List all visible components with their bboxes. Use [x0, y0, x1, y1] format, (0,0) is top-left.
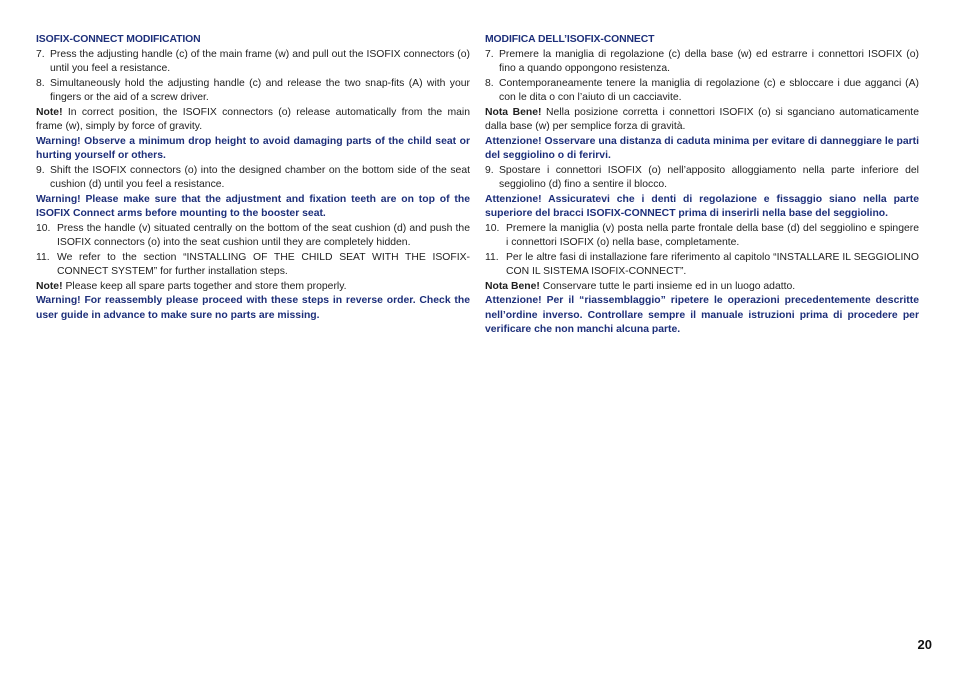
step-number: 8.: [36, 77, 45, 89]
warning-paragraph: Warning! For reassembly please proceed with these steps in reverse order. Check the user guide in advance to make sure no parts are missing.: [36, 295, 470, 321]
step-9: [485, 164, 919, 193]
step-8: [485, 77, 919, 106]
step-number: 11.: [36, 251, 50, 263]
warning-paragraph: Attenzione! Per il “riassemblaggio” ripetere le operazioni precedentemente descritte nell’ordine inverso. Controllare sempre il manuale istruzioni prima di procedere per verificare che non manchi alcuna parte.: [485, 295, 919, 335]
section-heading: ISOFIX-CONNECT MODIFICATION: [36, 34, 201, 45]
step-text: Press the adjusting handle (c) of the main frame (w) and pull out the ISOFIX connectors (o) until you feel a resistance.: [50, 48, 470, 74]
step-number: 7.: [485, 48, 494, 60]
step-text: We refer to the section “INSTALLING OF THE CHILD SEAT WITH THE ISOFIX-CONNECT SYSTEM” for further installation steps.: [57, 251, 470, 277]
note-text: Nella posizione corretta i connettori ISOFIX (o) si sganciano automaticamente dalla base (w) per semplice forza di gravità.: [485, 106, 919, 132]
warning-paragraph: Attenzione! Assicuratevi che i denti di regolazione e fissaggio siano nella parte superiore del bracci ISOFIX-CONNECT prima di inserirli nella base del seggiolino.: [485, 193, 919, 219]
step-7: [485, 48, 919, 77]
step-7: [36, 48, 470, 77]
step-number: 9.: [485, 164, 494, 176]
step-number: 9.: [36, 164, 45, 176]
step-text: Contemporaneamente tenere la maniglia di regolazione (c) e sbloccare i due agganci (A) con le dita o con l’aiuto di un cacciavite.: [499, 77, 919, 103]
step-text: Per le altre fasi di installazione fare riferimento al capitolo “INSTALLARE IL SEGGIOLINO CON IL SISTEMA ISOFIX-CONNECT”.: [506, 251, 919, 277]
step-text: Premere la maniglia (v) posta nella parte frontale della base (d) del seggiolino e spingere i connettori ISOFIX (o) nella base, completamente.: [506, 222, 919, 248]
step-number: 10.: [36, 222, 51, 234]
warning-paragraph: Warning! Observe a minimum drop height to avoid damaging parts of the child seat or hurting yourself or others.: [36, 135, 470, 161]
step-text: Simultaneously hold the adjusting handle (c) and release the two snap-fits (A) with your fingers or the aid of a screw driver.: [50, 77, 470, 103]
step-8: [36, 77, 470, 106]
step-10: [36, 222, 470, 251]
note-text: Please keep all spare parts together and store them properly.: [62, 280, 347, 292]
note-text: Conservare tutte le parti insieme ed in un luogo adatto.: [539, 280, 796, 292]
step-number: 8.: [485, 77, 494, 89]
warning-paragraph: Warning! Please make sure that the adjustment and fixation teeth are on top of the ISOFIX Connect arms before mounting to the booster seat.: [36, 193, 470, 219]
note-paragraph: [485, 106, 919, 135]
note-paragraph: [485, 280, 919, 295]
step-text: Premere la maniglia di regolazione (c) della base (w) ed estrarre i connettori ISOFIX (o) fino a quando oppongono resistenza.: [499, 48, 919, 74]
english-column: [36, 33, 470, 323]
step-11: [36, 251, 470, 280]
warning-paragraph: Attenzione! Osservare una distanza di caduta minima per evitare di danneggiare le parti del seggiolino o di ferirvi.: [485, 135, 919, 161]
note-label: Note!: [36, 280, 63, 292]
note-paragraph: [36, 106, 470, 135]
step-number: 11.: [485, 251, 499, 263]
note-text: In correct position, the ISOFIX connectors (o) release automatically from the main frame (w), simply by force of gravity.: [36, 106, 470, 132]
step-text: Shift the ISOFIX connectors (o) into the designed chamber on the bottom side of the seat cushion (d) until you feel a resistance.: [50, 164, 470, 190]
step-text: Spostare i connettori ISOFIX (o) nell’apposito alloggiamento nella parte inferiore del seggiolino (d) fino a sentire il blocco.: [499, 164, 919, 190]
note-label: Nota Bene!: [485, 280, 540, 292]
step-text: Press the handle (v) situated centrally on the bottom of the seat cushion (d) and push the ISOFIX connectors (o) into the seat cushion until they are completely hidden.: [57, 222, 470, 248]
note-label: Nota Bene!: [485, 106, 542, 118]
step-11: [485, 251, 919, 280]
page-number: 20: [917, 637, 932, 652]
step-number: 7.: [36, 48, 45, 60]
step-number: 10.: [485, 222, 500, 234]
italian-column: [485, 33, 919, 338]
step-9: [36, 164, 470, 193]
step-10: [485, 222, 919, 251]
section-heading: MODIFICA DELL’ISOFIX-CONNECT: [485, 34, 655, 45]
note-paragraph: [36, 280, 470, 295]
note-label: Note!: [36, 106, 63, 118]
